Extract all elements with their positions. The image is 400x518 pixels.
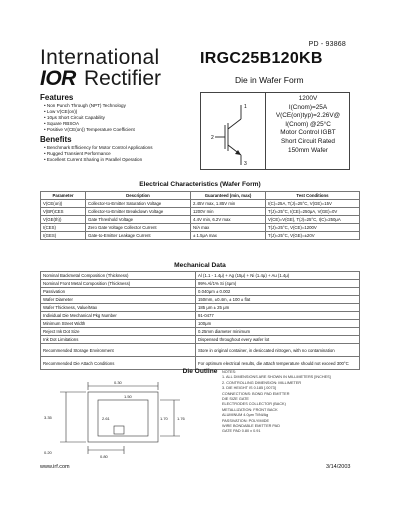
- table-cell: Individual Die Mechanical Pkg Number: [41, 312, 196, 320]
- note-line: 1. ALL DIMENSIONS ARE SHOWN IN MILLIMETERS [INCHES]: [222, 375, 331, 380]
- gate-pad-rect: [114, 426, 124, 434]
- table-row: [41, 296, 360, 304]
- footer-date: 3/14/2003: [326, 464, 351, 470]
- note-line: 3. DIE HEIGHT IS 0.185 [.0073]: [222, 386, 276, 391]
- company-logo-mark: IOR: [40, 67, 76, 90]
- igbt-symbol: [201, 93, 266, 169]
- document-number: PD - 93868: [308, 41, 346, 48]
- table-row: [41, 304, 360, 312]
- table-row: [41, 208, 360, 216]
- note-line: 2. CONTROLLING DIMENSION: MILLIMETER: [222, 380, 302, 385]
- benefit-item: • Benchmark Efficiency for Motor Control Applications: [44, 145, 153, 151]
- features-heading: Features: [40, 93, 74, 102]
- footer-url[interactable]: www.irf.com: [40, 464, 70, 470]
- table-row: [41, 320, 360, 328]
- part-number: IRGC25B120KB: [200, 50, 323, 67]
- dimension-label: 0.80: [100, 454, 108, 459]
- table-cell: T(J)=25°C, I(CE)=250μA, V(GE)=0V: [266, 208, 360, 216]
- table-cell: Dispensed throughout every wafer lot: [196, 336, 360, 344]
- spec-line: 1200V: [298, 95, 318, 102]
- column-header: Parameter: [41, 192, 86, 200]
- pin-label: 3: [244, 161, 247, 167]
- note-line: ALUMINUM 4.0μm Ti/Ni/Ag: [222, 413, 269, 418]
- table-cell: 91-0477: [196, 312, 360, 320]
- feature-item: • Non Punch Through (NPT) Technology: [44, 103, 135, 109]
- table-cell: 99% Al/1% Si (4μm): [196, 280, 360, 288]
- mechanical-data-table: [40, 271, 360, 370]
- die-outline-title: Die Outline: [182, 368, 218, 375]
- table-row: [41, 232, 360, 240]
- note-line: METALLIZATION: FRONT BACK: [222, 407, 278, 412]
- table-cell: N/A max: [191, 224, 266, 232]
- table-cell: V(CE)=V(GE), T(J)=25°C, I(C)=250μA: [266, 216, 360, 224]
- table-cell: Collector-to-Emitter Breakdown Voltage: [86, 208, 191, 216]
- dimension-label: 1.76: [177, 416, 185, 421]
- table-cell: Zero Gate Voltage Collector Current: [86, 224, 191, 232]
- note-line: NOTES:: [222, 370, 237, 374]
- table-cell: Ink Dot Limitations: [41, 336, 196, 344]
- spec-line: Motor Control IGBT: [280, 129, 336, 137]
- note-line: ELECTRODES COLLECTOR (BACK): [222, 402, 286, 407]
- table-cell: 0.25mm diameter minimum: [196, 328, 360, 336]
- table-cell: Nominal Front Metal Composition (Thickness): [41, 280, 196, 288]
- dimension-label: 0.20: [44, 450, 52, 455]
- table-row: [41, 312, 360, 320]
- dimension-label: 0.30: [114, 380, 122, 385]
- spec-summary-text: [267, 95, 349, 155]
- table-cell: 100μm: [196, 320, 360, 328]
- table-cell: Gate Threshold Voltage: [86, 216, 191, 224]
- table-cell: I(GES): [41, 232, 86, 240]
- benefit-item: • Rugged Transient Performance: [44, 151, 153, 157]
- feature-item: • Square RBSOA: [44, 121, 135, 127]
- feature-item: • 10μs Short Circuit Capability: [44, 115, 135, 121]
- table-cell: 4.4V min, 6.2V max: [191, 216, 266, 224]
- benefits-heading: Benefits: [40, 135, 72, 144]
- table-row: [41, 336, 360, 344]
- spec-line: V(CE(on)typ)=2.26V@: [275, 112, 341, 120]
- dimension-label: 2.61: [102, 416, 110, 421]
- pin-label: 2: [211, 135, 214, 141]
- table-row: [41, 216, 360, 224]
- spec-line: I(Cnom)=25A: [288, 103, 328, 111]
- page-subtitle: Die in Wafer Form: [235, 75, 304, 85]
- table-cell: V(CE(on)): [41, 200, 86, 208]
- column-header: Test Conditions: [266, 192, 360, 200]
- feature-item: • Positive V(CE(on)) Temperature Coefficient: [44, 127, 135, 133]
- table-cell: Collector-to-Emitter Saturation Voltage: [86, 200, 191, 208]
- table-cell: 1200V min: [191, 208, 266, 216]
- spec-line: Short Circuit Rated: [281, 137, 335, 145]
- spec-line: I(Cnom) @25°C: [285, 120, 331, 128]
- table-cell: V(BR)CES: [41, 208, 86, 216]
- table-cell: V(GE(th)): [41, 216, 86, 224]
- benefit-item: • Excellent Current Sharing in Parallel Operation: [44, 157, 153, 163]
- table-cell: 0.040μm ± 0.002: [196, 288, 360, 296]
- dimension-label: 3.35: [44, 415, 52, 420]
- table-row: [41, 328, 360, 336]
- die-outline-notes: [222, 370, 331, 435]
- features-list: [44, 103, 135, 133]
- table-cell: I(C)=25A, T(J)=25°C, V(GE)=15V: [266, 200, 360, 208]
- table-cell: Passivation: [41, 288, 196, 296]
- table-row: [41, 288, 360, 296]
- table-row: [41, 272, 360, 280]
- mechanical-table-title: Mechanical Data: [174, 262, 226, 269]
- table-cell: Gate-to-Emitter Leakage Current: [86, 232, 191, 240]
- table-row: [41, 344, 360, 357]
- table-cell: For optimum electrical results, die attach temperature should not exceed 300°C: [196, 357, 360, 370]
- column-header: Guaranteed (min, max): [191, 192, 266, 200]
- table-row: [41, 280, 360, 288]
- table-row: [41, 200, 360, 208]
- note-line: GATE PAD 0.80 x 0.91: [222, 429, 261, 434]
- table-cell: Nominal Backmetal Composition (Thickness): [41, 272, 196, 280]
- table-cell: ± 1.5μA max: [191, 232, 266, 240]
- table-cell: T(J)=25°C, V(GE)=±20V: [266, 232, 360, 240]
- table-cell: Reject Ink Dot Size: [41, 328, 196, 336]
- table-cell: I(CES): [41, 224, 86, 232]
- column-header: Description: [86, 192, 191, 200]
- spec-summary-box: [200, 92, 350, 170]
- table-cell: Recommended Storage Environment: [41, 344, 196, 357]
- table-cell: Wafer Thickness, Value/Max: [41, 304, 196, 312]
- die-outline-rect: [88, 392, 158, 442]
- table-row: [41, 224, 360, 232]
- electrical-table-title: Electrical Characteristics (Wafer Form): [139, 181, 261, 188]
- note-line: PASSIVATION: POLYIMIDE: [222, 418, 269, 423]
- table-cell: Minimum Street Width: [41, 320, 196, 328]
- spec-line: 150mm Wafer: [288, 146, 328, 154]
- pin-label: 1: [244, 104, 247, 110]
- dimension-label: 1.70: [160, 416, 168, 421]
- electrical-characteristics-table: [40, 191, 360, 240]
- feature-item: • Low V(CE(on)): [44, 109, 135, 115]
- dimension-label: 1.50: [124, 394, 132, 399]
- die-outline-drawing: [40, 376, 220, 460]
- company-name-line1: International: [40, 46, 160, 69]
- igbt-symbol-icon: [201, 93, 265, 169]
- note-line: DIE SIZE GATE: [222, 397, 249, 402]
- table-header-row: [41, 192, 360, 200]
- company-name-line2: Rectifier: [84, 67, 162, 90]
- benefits-list: [44, 145, 153, 163]
- table-cell: 185 μm ± 25 μm: [196, 304, 360, 312]
- table-cell: Recommended Die Attach Conditions: [41, 357, 196, 370]
- table-cell: T(J)=25°C, V(CE)=1200V: [266, 224, 360, 232]
- table-cell: Al (1.1 - 1.4μ) + Ag (15μ) + Ni (1.4μ) + Au (1.4μ): [196, 272, 360, 280]
- note-line: CONNECTIONS: BOND PAD EMITTER: [222, 391, 290, 396]
- table-cell: 2.45V max, 1.85V min: [191, 200, 266, 208]
- note-line: WIRE BONDABLE EMITTER PAD: [222, 424, 280, 429]
- table-cell: Wafer Diameter: [41, 296, 196, 304]
- table-cell: Store in original container, in desiccated nitrogen, with no contamination: [196, 344, 360, 357]
- table-cell: 150mm, ±0.4m, ± 100 ± flat: [196, 296, 360, 304]
